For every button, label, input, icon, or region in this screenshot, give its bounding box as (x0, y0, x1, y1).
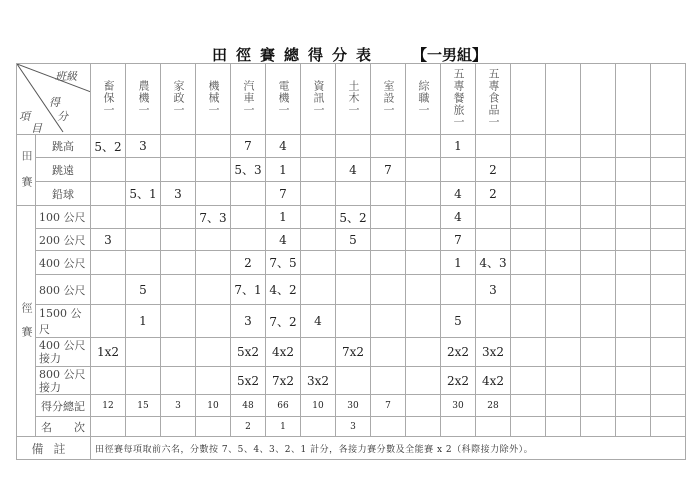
column-header (336, 64, 371, 135)
score-cell: 1 (126, 305, 161, 338)
score-cell (371, 305, 406, 338)
score-cell (546, 158, 581, 182)
ranking-row-cell (616, 417, 651, 437)
remark-label: 備註 (17, 437, 91, 460)
score-cell (406, 305, 441, 338)
column-header (476, 64, 511, 135)
total-row (17, 395, 686, 417)
total-row-label: 得分總記 (36, 395, 91, 417)
ranking-row-cell (161, 417, 196, 437)
score-cell (126, 251, 161, 275)
score-cell (406, 206, 441, 229)
table-row (17, 135, 686, 158)
score-cell (91, 251, 126, 275)
total-row-cell: 3 (161, 395, 196, 417)
score-cell (336, 251, 371, 275)
score-cell (301, 251, 336, 275)
score-cell (651, 182, 686, 206)
score-cell: 3 (91, 229, 126, 251)
score-cell (161, 367, 196, 395)
score-cell (546, 367, 581, 395)
score-cell (91, 206, 126, 229)
score-cell (546, 135, 581, 158)
column-header (266, 64, 301, 135)
table-row (17, 338, 686, 367)
score-cell: 1 (266, 158, 301, 182)
score-cell (161, 135, 196, 158)
score-cell (371, 275, 406, 305)
score-cell: 7x2 (266, 367, 301, 395)
score-cell (371, 338, 406, 367)
score-cell: 4 (266, 229, 301, 251)
score-cell (616, 135, 651, 158)
score-cell: 7 (266, 182, 301, 206)
score-cell (511, 182, 546, 206)
table-row (17, 275, 686, 305)
score-cell (161, 338, 196, 367)
column-header-label: 家政一 (172, 79, 185, 116)
score-cell (581, 338, 616, 367)
category-field (17, 135, 36, 206)
score-cell: 4 (266, 135, 301, 158)
score-cell (546, 275, 581, 305)
score-cell (581, 275, 616, 305)
column-header (546, 64, 581, 135)
column-header-label: 綜職一 (417, 79, 430, 116)
score-label-2: 分 (57, 110, 68, 123)
score-cell (651, 251, 686, 275)
score-cell (616, 251, 651, 275)
score-cell (511, 367, 546, 395)
column-header-label: 農機一 (137, 79, 150, 116)
score-cell (126, 367, 161, 395)
corner-cell (17, 64, 91, 135)
score-cell: 4、3 (476, 251, 511, 275)
ranking-row-cell (91, 417, 126, 437)
score-cell: 3 (231, 305, 266, 338)
column-header (581, 64, 616, 135)
score-cell (616, 275, 651, 305)
score-cell: 4 (301, 305, 336, 338)
total-row-cell: 12 (91, 395, 126, 417)
score-cell: 3x2 (476, 338, 511, 367)
score-cell (231, 206, 266, 229)
score-cell (651, 135, 686, 158)
score-cell (616, 305, 651, 338)
score-cell (161, 229, 196, 251)
score-cell (581, 182, 616, 206)
event-name: 1500 公尺 (36, 305, 91, 338)
score-cell: 4x2 (266, 338, 301, 367)
score-cell: 4、2 (266, 275, 301, 305)
column-header (91, 64, 126, 135)
score-cell (651, 206, 686, 229)
table-row (17, 229, 686, 251)
score-cell (196, 275, 231, 305)
score-cell (196, 182, 231, 206)
score-cell: 7、2 (266, 305, 301, 338)
total-row-cell (616, 395, 651, 417)
score-cell (511, 158, 546, 182)
score-cell: 4 (441, 182, 476, 206)
score-cell: 3x2 (301, 367, 336, 395)
ranking-row-cell (301, 417, 336, 437)
remark-row (17, 437, 686, 460)
score-cell (441, 158, 476, 182)
score-cell (406, 135, 441, 158)
ranking-row-cell (371, 417, 406, 437)
ranking-row (17, 417, 686, 437)
score-cell (196, 229, 231, 251)
score-cell: 7 (231, 135, 266, 158)
score-cell (371, 206, 406, 229)
score-cell (651, 158, 686, 182)
score-cell (616, 158, 651, 182)
score-cell (546, 251, 581, 275)
score-cell (476, 229, 511, 251)
score-cell (161, 305, 196, 338)
table-row (17, 305, 686, 338)
ranking-row-label: 名 次 (36, 417, 91, 437)
score-cell (616, 338, 651, 367)
total-row-cell (581, 395, 616, 417)
event-name: 400 公尺 (36, 251, 91, 275)
score-cell (406, 338, 441, 367)
score-cell (581, 251, 616, 275)
group-label: 【一男組】 (412, 46, 488, 64)
table-row (17, 182, 686, 206)
score-cell (581, 158, 616, 182)
total-row-cell: 30 (336, 395, 371, 417)
score-cell (231, 182, 266, 206)
score-cell (196, 305, 231, 338)
score-cell (196, 135, 231, 158)
score-cell (301, 229, 336, 251)
score-cell (546, 206, 581, 229)
score-cell (406, 367, 441, 395)
column-header (371, 64, 406, 135)
score-cell (546, 305, 581, 338)
total-row-cell: 30 (441, 395, 476, 417)
column-header (406, 64, 441, 135)
score-cell: 4 (336, 158, 371, 182)
column-header (651, 64, 686, 135)
score-cell: 1 (441, 251, 476, 275)
score-cell (651, 367, 686, 395)
score-cell: 3 (126, 135, 161, 158)
column-header-label: 室設一 (382, 79, 395, 116)
score-cell (616, 367, 651, 395)
event-name: 100 公尺 (36, 206, 91, 229)
event-name: 跳遠 (36, 158, 91, 182)
category-track-label: 徑 賽 (20, 302, 33, 337)
score-cell (126, 338, 161, 367)
event-name: 200 公尺 (36, 229, 91, 251)
column-header (441, 64, 476, 135)
score-cell: 5 (336, 229, 371, 251)
score-cell (651, 275, 686, 305)
column-header-label: 電機一 (277, 79, 290, 116)
score-cell: 7、1 (231, 275, 266, 305)
class-label: 班級 (55, 70, 77, 83)
score-cell (511, 229, 546, 251)
score-cell (91, 158, 126, 182)
event-name: 鉛球 (36, 182, 91, 206)
total-row-cell: 28 (476, 395, 511, 417)
score-cell (126, 229, 161, 251)
score-cell (511, 135, 546, 158)
score-cell (511, 305, 546, 338)
score-cell (231, 229, 266, 251)
score-cell: 2x2 (441, 338, 476, 367)
score-cell: 7、3 (196, 206, 231, 229)
score-cell: 3 (476, 275, 511, 305)
column-header-label: 畜保一 (102, 79, 115, 116)
column-header (231, 64, 266, 135)
score-cell (441, 275, 476, 305)
score-cell: 5x2 (231, 367, 266, 395)
ranking-row-cell (476, 417, 511, 437)
total-row-cell (651, 395, 686, 417)
table-row (17, 367, 686, 395)
score-cell (616, 182, 651, 206)
score-cell (371, 182, 406, 206)
column-header-label: 資訊一 (312, 79, 325, 116)
ranking-row-cell (581, 417, 616, 437)
ranking-row-cell (126, 417, 161, 437)
score-cell (196, 338, 231, 367)
score-cell (546, 229, 581, 251)
score-cell (301, 182, 336, 206)
score-cell (336, 305, 371, 338)
score-cell (336, 182, 371, 206)
score-cell: 7 (441, 229, 476, 251)
score-cell (651, 338, 686, 367)
score-cell (91, 305, 126, 338)
score-cell: 3 (161, 182, 196, 206)
event-name: 400 公尺接力 (36, 338, 91, 367)
column-header-label: 機械一 (207, 79, 220, 116)
ranking-row-cell (406, 417, 441, 437)
score-cell (301, 275, 336, 305)
score-cell: 2 (231, 251, 266, 275)
score-cell (651, 305, 686, 338)
ranking-row-cell (441, 417, 476, 437)
score-cell: 5 (126, 275, 161, 305)
item-label-2: 目 (31, 122, 42, 135)
score-cell (336, 367, 371, 395)
score-cell (301, 338, 336, 367)
score-cell (581, 206, 616, 229)
page-title: 田徑賽總得分表 (212, 46, 381, 64)
score-cell (126, 206, 161, 229)
score-cell (336, 135, 371, 158)
score-cell (511, 338, 546, 367)
ranking-row-cell: 3 (336, 417, 371, 437)
score-cell (91, 275, 126, 305)
score-cell: 7 (371, 158, 406, 182)
header-row (17, 64, 686, 135)
total-row-cell (406, 395, 441, 417)
score-cell (336, 275, 371, 305)
score-cell (406, 251, 441, 275)
total-row-cell: 66 (266, 395, 301, 417)
score-cell: 1x2 (91, 338, 126, 367)
score-cell (371, 229, 406, 251)
score-cell: 4 (441, 206, 476, 229)
score-cell (546, 338, 581, 367)
score-cell (91, 182, 126, 206)
ranking-row-cell (196, 417, 231, 437)
ranking-row-cell (546, 417, 581, 437)
score-cell: 5 (441, 305, 476, 338)
score-cell (161, 275, 196, 305)
score-cell (476, 206, 511, 229)
score-cell (161, 206, 196, 229)
score-cell (651, 229, 686, 251)
score-cell (91, 367, 126, 395)
score-table (16, 63, 686, 460)
ranking-row-cell (651, 417, 686, 437)
total-row-cell (546, 395, 581, 417)
score-cell (581, 305, 616, 338)
table-row (17, 206, 686, 229)
table-row (17, 158, 686, 182)
score-cell (196, 367, 231, 395)
score-cell: 2x2 (441, 367, 476, 395)
score-cell: 5、2 (336, 206, 371, 229)
column-header (301, 64, 336, 135)
ranking-row-cell (511, 417, 546, 437)
score-cell (581, 135, 616, 158)
score-cell (371, 367, 406, 395)
score-cell: 5x2 (231, 338, 266, 367)
score-cell (616, 206, 651, 229)
column-header-label: 土木一 (347, 79, 360, 116)
ranking-row-cell: 1 (266, 417, 301, 437)
column-header-label: 五專食品一 (487, 67, 500, 128)
column-header (616, 64, 651, 135)
score-cell (126, 158, 161, 182)
category-field-label: 田 賽 (20, 149, 33, 188)
score-cell (616, 229, 651, 251)
column-header (126, 64, 161, 135)
score-cell (161, 251, 196, 275)
column-header (511, 64, 546, 135)
total-row-cell: 48 (231, 395, 266, 417)
remark-text: 田徑賽每項取前六名，分數按 7、5、4、3、2、1 計分，各接力賽分數及全能賽 x 2（科際接力除外）。 (91, 437, 686, 460)
score-cell: 2 (476, 182, 511, 206)
score-cell (406, 182, 441, 206)
column-header (196, 64, 231, 135)
score-cell: 5、3 (231, 158, 266, 182)
score-cell: 4x2 (476, 367, 511, 395)
total-row-cell: 10 (301, 395, 336, 417)
score-cell (511, 251, 546, 275)
score-cell: 5、1 (126, 182, 161, 206)
score-cell: 5、2 (91, 135, 126, 158)
score-cell (406, 229, 441, 251)
column-header-label: 汽車一 (242, 79, 255, 116)
event-name: 800 公尺 (36, 275, 91, 305)
score-cell (581, 367, 616, 395)
score-cell (511, 206, 546, 229)
score-cell (196, 251, 231, 275)
score-cell: 7、5 (266, 251, 301, 275)
total-row-cell: 10 (196, 395, 231, 417)
column-header-label: 五專餐旅一 (452, 67, 465, 128)
score-cell: 1 (266, 206, 301, 229)
category-track (17, 206, 36, 437)
score-cell: 2 (476, 158, 511, 182)
ranking-row-cell: 2 (231, 417, 266, 437)
score-cell (511, 275, 546, 305)
table-row (17, 251, 686, 275)
item-label-1: 項 (19, 110, 30, 123)
column-header (161, 64, 196, 135)
score-cell (371, 135, 406, 158)
score-label-1: 得 (49, 96, 60, 109)
event-name: 跳高 (36, 135, 91, 158)
total-row-cell (511, 395, 546, 417)
score-cell: 1 (441, 135, 476, 158)
score-cell (371, 251, 406, 275)
score-cell (406, 158, 441, 182)
score-cell (406, 275, 441, 305)
score-cell (301, 158, 336, 182)
score-cell (581, 229, 616, 251)
score-cell (301, 206, 336, 229)
score-cell (546, 182, 581, 206)
score-cell (161, 158, 196, 182)
score-cell (196, 158, 231, 182)
score-cell: 7x2 (336, 338, 371, 367)
total-row-cell: 7 (371, 395, 406, 417)
score-cell (476, 305, 511, 338)
event-name: 800 公尺接力 (36, 367, 91, 395)
total-row-cell: 15 (126, 395, 161, 417)
score-cell (476, 135, 511, 158)
score-cell (301, 135, 336, 158)
